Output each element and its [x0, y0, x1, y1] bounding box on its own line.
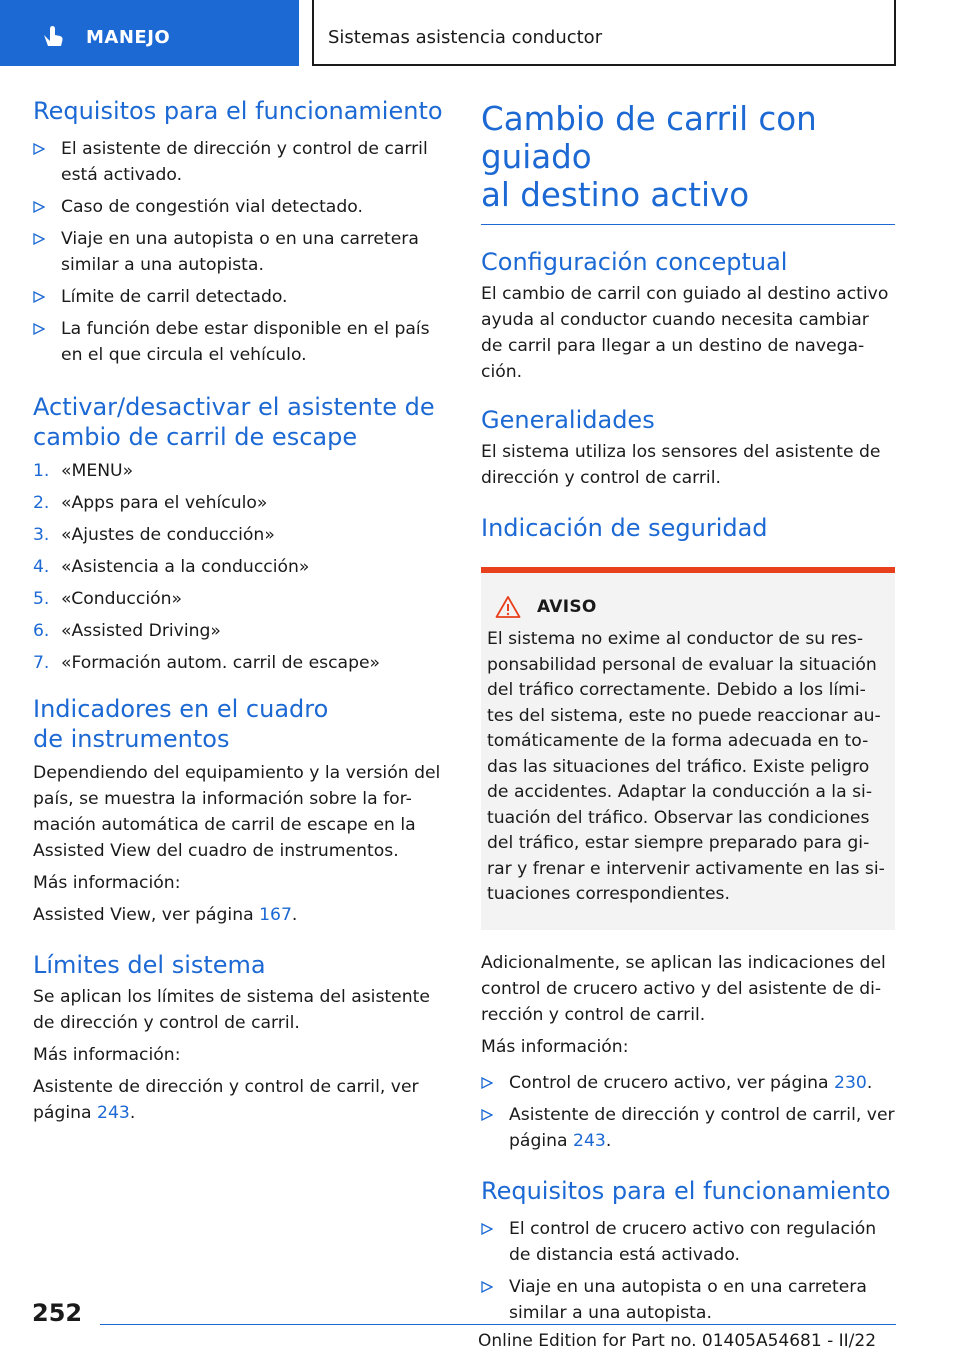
right-column — [481, 100, 895, 1326]
bullet-triangle-icon — [33, 233, 45, 245]
list-item: Viaje en una autopista o en una carretera similar a una autopista. — [481, 1274, 895, 1326]
chapter-heading: Cambio de carril con guiado al destino activo — [481, 100, 817, 214]
list-item: Caso de congestión vial detectado. — [33, 194, 451, 220]
bullet-triangle-icon — [33, 323, 45, 335]
list-item: 1. «MENU» — [33, 461, 134, 481]
edition-footer: Online Edition for Part no. 01405A54681 - II/22 — [478, 1331, 877, 1351]
list-item: Límite de carril detectado. — [33, 284, 451, 310]
bullet-triangle-icon — [481, 1077, 493, 1089]
limits-text: Se aplican los límites de sistema del asistente de dirección y control de carril. — [33, 987, 430, 1033]
bullet-triangle-icon — [33, 291, 45, 303]
page-link-243[interactable]: 243 — [97, 1103, 130, 1123]
bullet-triangle-icon — [481, 1281, 493, 1293]
activate-heading: Activar/desactivar el asistente de cambio de carril de escape — [33, 393, 435, 451]
heading-divider — [481, 224, 895, 225]
section-tab — [0, 0, 299, 66]
list-item: 2. «Apps para el vehículo» — [33, 493, 268, 513]
bullet-triangle-icon — [481, 1109, 493, 1121]
warning-text: El sistema no exime al conductor de su res- ponsabilidad personal de evaluar la situación del tráfico correctamente. Debido a los lími- tes del sistema, este no puede reaccionar au- tomáticamente de la forma adecuada en to- das las situaciones del tráfico. Existe peligro de accidentes. Adaptar la conducción a la si- tuación del tráfico. Observar las condiciones del tráfico, estar siempre preparado para gi- rar y frenar e intervenir activamente en las si- tuaciones correspondientes. — [487, 629, 885, 904]
page-number: 252 — [32, 1299, 83, 1327]
lane-assist-reference: Asistente de dirección y control de carril, ver página 243. — [33, 1077, 419, 1123]
chapter-title: Sistemas asistencia conductor — [328, 27, 603, 48]
indicators-text: Dependiendo del equipamiento y la versión del país, se muestra la información sobre la for- mación automática de carril de escape en la Assisted View del cuadro de instrumentos. — [33, 763, 441, 861]
indicators-heading: Indicadores en el cuadro de instrumentos — [33, 695, 329, 753]
more-info-label: Más información: — [33, 873, 181, 893]
assisted-view-reference: Assisted View, ver página 167. — [33, 905, 298, 925]
list-item: Asistente de dirección y control de carril, ver página 243. — [481, 1102, 895, 1154]
additional-text: Adicionalmente, se aplican las indicaciones del control de crucero activo y del asistente de di- rección y control de carril. — [481, 952, 886, 1025]
requirements-list-acc — [481, 1216, 895, 1326]
warning-title: AVISO — [537, 597, 597, 617]
list-item: 7. «Formación autom. carril de escape» — [33, 653, 381, 673]
chapter-tab — [312, 0, 896, 66]
activation-steps — [33, 458, 451, 682]
list-item: El asistente de dirección y control de carril está activado. — [33, 136, 451, 188]
list-item: 3. «Ajustes de conducción» — [33, 525, 275, 545]
section-title: MANEJO — [86, 27, 171, 48]
page-link-230[interactable]: 230 — [834, 1072, 867, 1093]
warning-header — [487, 595, 887, 619]
concept-heading: Configuración conceptual — [481, 248, 788, 276]
safety-heading: Indicación de seguridad — [481, 514, 768, 542]
warning-triangle-icon — [495, 595, 521, 619]
concept-text: El cambio de carril con guiado al destino activo ayuda al conductor cuando necesita cambiar de carril para llegar a un destino de navega- ción. — [481, 284, 889, 382]
list-item: Control de crucero activo, ver página 230. — [481, 1070, 895, 1096]
list-item: 6. «Assisted Driving» — [33, 621, 221, 641]
page-link-167[interactable]: 167 — [259, 905, 292, 925]
left-column — [33, 96, 451, 1126]
general-text: El sistema utiliza los sensores del asistente de dirección y control de carril. — [481, 442, 881, 488]
list-item: 4. «Asistencia a la conducción» — [33, 557, 310, 577]
more-info-label: Más información: — [481, 1036, 629, 1057]
more-info-label: Más información: — [33, 1045, 181, 1065]
limits-heading: Límites del sistema — [33, 951, 266, 979]
bullet-triangle-icon — [33, 201, 45, 213]
warning-box — [481, 567, 895, 930]
list-item: 5. «Conducción» — [33, 589, 183, 609]
list-item: El control de crucero activo con regulación de distancia está activado. — [481, 1216, 895, 1268]
requirements-heading: Requisitos para el funcionamiento — [33, 97, 443, 125]
page-link-243[interactable]: 243 — [573, 1130, 606, 1151]
general-heading: Generalidades — [481, 406, 655, 434]
requirements-list — [33, 136, 451, 368]
bullet-triangle-icon — [33, 143, 45, 155]
list-item: La función debe estar disponible en el país en el que circula el vehículo. — [33, 316, 451, 368]
bullet-triangle-icon — [481, 1223, 493, 1235]
reference-list — [481, 1070, 895, 1154]
steering-hand-icon — [38, 22, 66, 50]
footer-divider — [100, 1324, 896, 1325]
requirements-heading-acc: Requisitos para el funcionamiento — [481, 1176, 891, 1205]
list-item: Viaje en una autopista o en una carretera similar a una autopista. — [33, 226, 451, 278]
